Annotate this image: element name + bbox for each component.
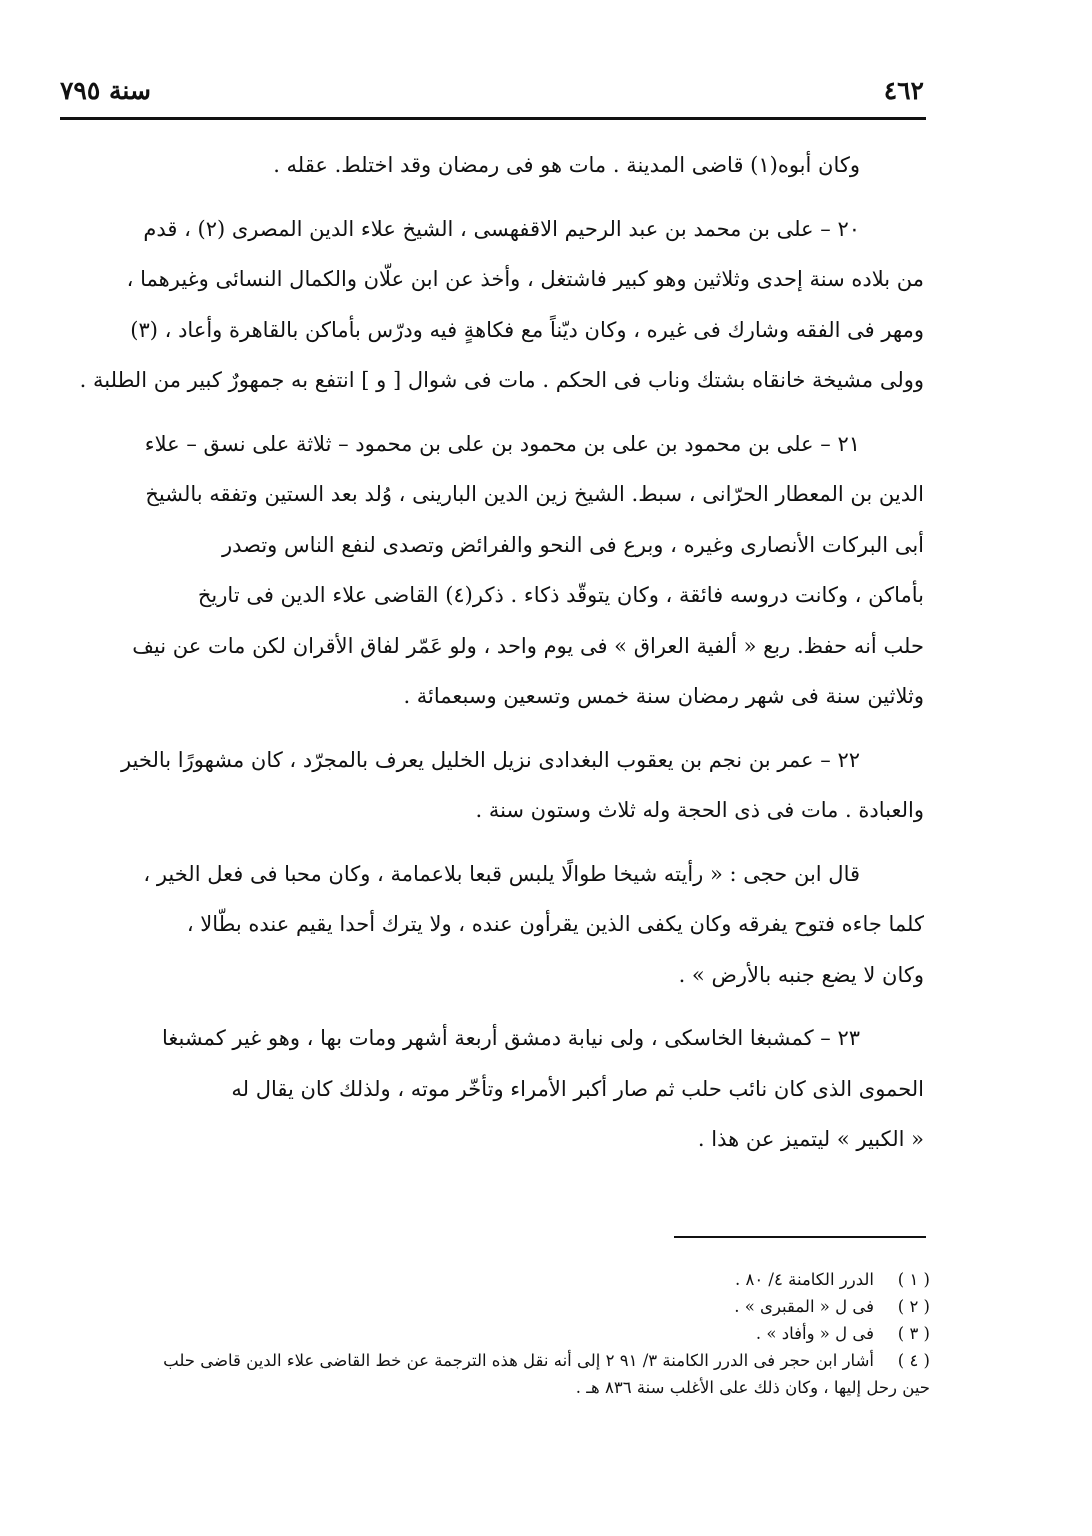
footnote-text: الدرر الكامنة ٤/ ٨٠ . xyxy=(734,1270,874,1289)
footnote-number: ( ٣ ) xyxy=(897,1324,930,1343)
entry-21 xyxy=(60,419,924,722)
text-line: بأماكن ، وكانت دروسه فائقة ، وكان يتوقّد ذكاء . ذكر(٤) القاضى علاء الدين فى تاريخ xyxy=(197,583,924,607)
header-rule xyxy=(60,117,926,120)
footnote-number: ( ١ ) xyxy=(897,1270,930,1289)
text-line: وكان أبوه(١) قاضى المدينة . مات هو فى رمضان وقد اختلط. عقله . xyxy=(273,153,860,177)
entry-23 xyxy=(60,1013,924,1165)
footnote-text: أشار ابن حجر فى الدرر الكامنة ٣/ ٩١ ٢ إلى أنه نقل هذه الترجمة عن خط القاضى علاء الدين قاضى حلب xyxy=(163,1351,874,1370)
text-line: حلب أنه حفظ. ربع « ألفية العراق » فى يوم واحد ، ولو عَمّر لفاق الأقران لكن مات عن نيف xyxy=(132,633,924,658)
entry-22 xyxy=(60,735,924,836)
footnote-2 xyxy=(60,1293,930,1320)
footnote-text: فى ل « وأفاد » . xyxy=(755,1324,874,1343)
footnote-rule xyxy=(674,1236,926,1238)
main-text xyxy=(60,140,924,1178)
footnote-3 xyxy=(60,1320,930,1347)
paragraph-intro xyxy=(60,140,924,191)
text-line: وكان لا يضع جنبه بالأرض » . xyxy=(678,962,924,987)
text-line: ٢٢ – عمر بن نجم بن يعقوب البغدادى نزيل الخليل يعرف بالمجرّد ، كان مشهورًا بالخير xyxy=(120,747,860,772)
text-line: ٢٣ – كمشبغا الخاسكى ، ولى نيابة دمشق أربعة أشهر ومات بها ، وهو غير كمشبغا xyxy=(161,1026,860,1050)
footnote-text-continued: حين رحل إليها ، وكان ذلك على الأغلب سنة ٨٣٦ هـ . xyxy=(575,1378,930,1397)
text-line: ٢١ – على بن محمود بن على بن محمود بن على بن محمود – ثلاثة على نسق – علاء xyxy=(144,431,860,456)
text-line: ٢٠ – على بن محمد بن عبد الرحيم الاقفهسى ، الشيخ علاء الدين المصرى (٢) ، قدم xyxy=(143,216,860,241)
page-number: ٤٦٢ xyxy=(883,76,924,105)
footnotes xyxy=(60,1266,930,1401)
year-heading: سنة ٧٩٥ xyxy=(60,76,151,105)
text-line: الدين بن المعطار الحرّانى ، سبط. الشيخ زين الدين البارينى ، وُلد بعد الستين وتفقه بالشيخ xyxy=(145,482,924,506)
text-line: والعبادة . مات فى ذى الحجة وله ثلاث وستون سنة . xyxy=(475,798,924,822)
footnote-text: فى ل « المقبرى » . xyxy=(734,1297,874,1316)
text-line: ومهر فى الفقه وشارك فى غيره ، وكان ديّناً مع فكاهةٍ فيه ودرّس بأماكن بالقاهرة وأعاد ، (٣) xyxy=(130,317,924,342)
text-line: وثلاثين سنة فى شهر رمضان سنة خمس وتسعين وسبعمائة . xyxy=(403,684,924,708)
quote-ibn-hijji xyxy=(60,849,924,1001)
text-line: « الكبير » ليتميز عن هذا . xyxy=(697,1127,924,1151)
text-line: من بلاده سنة إحدى وثلاثين وهو كبير فاشتغل ، وأخذ عن ابن علّان والكمال النسائى وغيرهما ، xyxy=(126,267,924,291)
entry-20 xyxy=(60,204,924,406)
text-line: وولى مشيخة خانقاه بشتك وناب فى الحكم . مات فى شوال [ و ] انتفع به جمهورٌ كبير من الطلبة . xyxy=(79,368,924,392)
text-line: الحموى الذى كان نائب حلب ثم صار أكبر الأمراء وتأخّر موته ، ولذلك كان يقال له xyxy=(231,1076,924,1101)
text-line: أبى البركات الأنصارى وغيره ، وبرع فى النحو والفرائض وتصدى لنفع الناس وتصدر xyxy=(221,532,924,557)
footnote-number: ( ٤ ) xyxy=(897,1351,930,1370)
footnote-1 xyxy=(60,1266,930,1293)
footnote-number: ( ٢ ) xyxy=(897,1297,930,1316)
text-line: قال ابن حجى : « رأيته شيخا طوالًا يلبس قبعا بلاعمامة ، وكان محبا فى فعل الخير ، xyxy=(143,861,860,886)
running-head xyxy=(60,76,924,106)
footnote-4 xyxy=(60,1347,930,1374)
text-line: كلما جاءه فتوح يفرقه وكان يكفى الذين يقرأون عنده ، ولا يترك أحدا يقيم عنده بطّالا ، xyxy=(186,912,924,936)
